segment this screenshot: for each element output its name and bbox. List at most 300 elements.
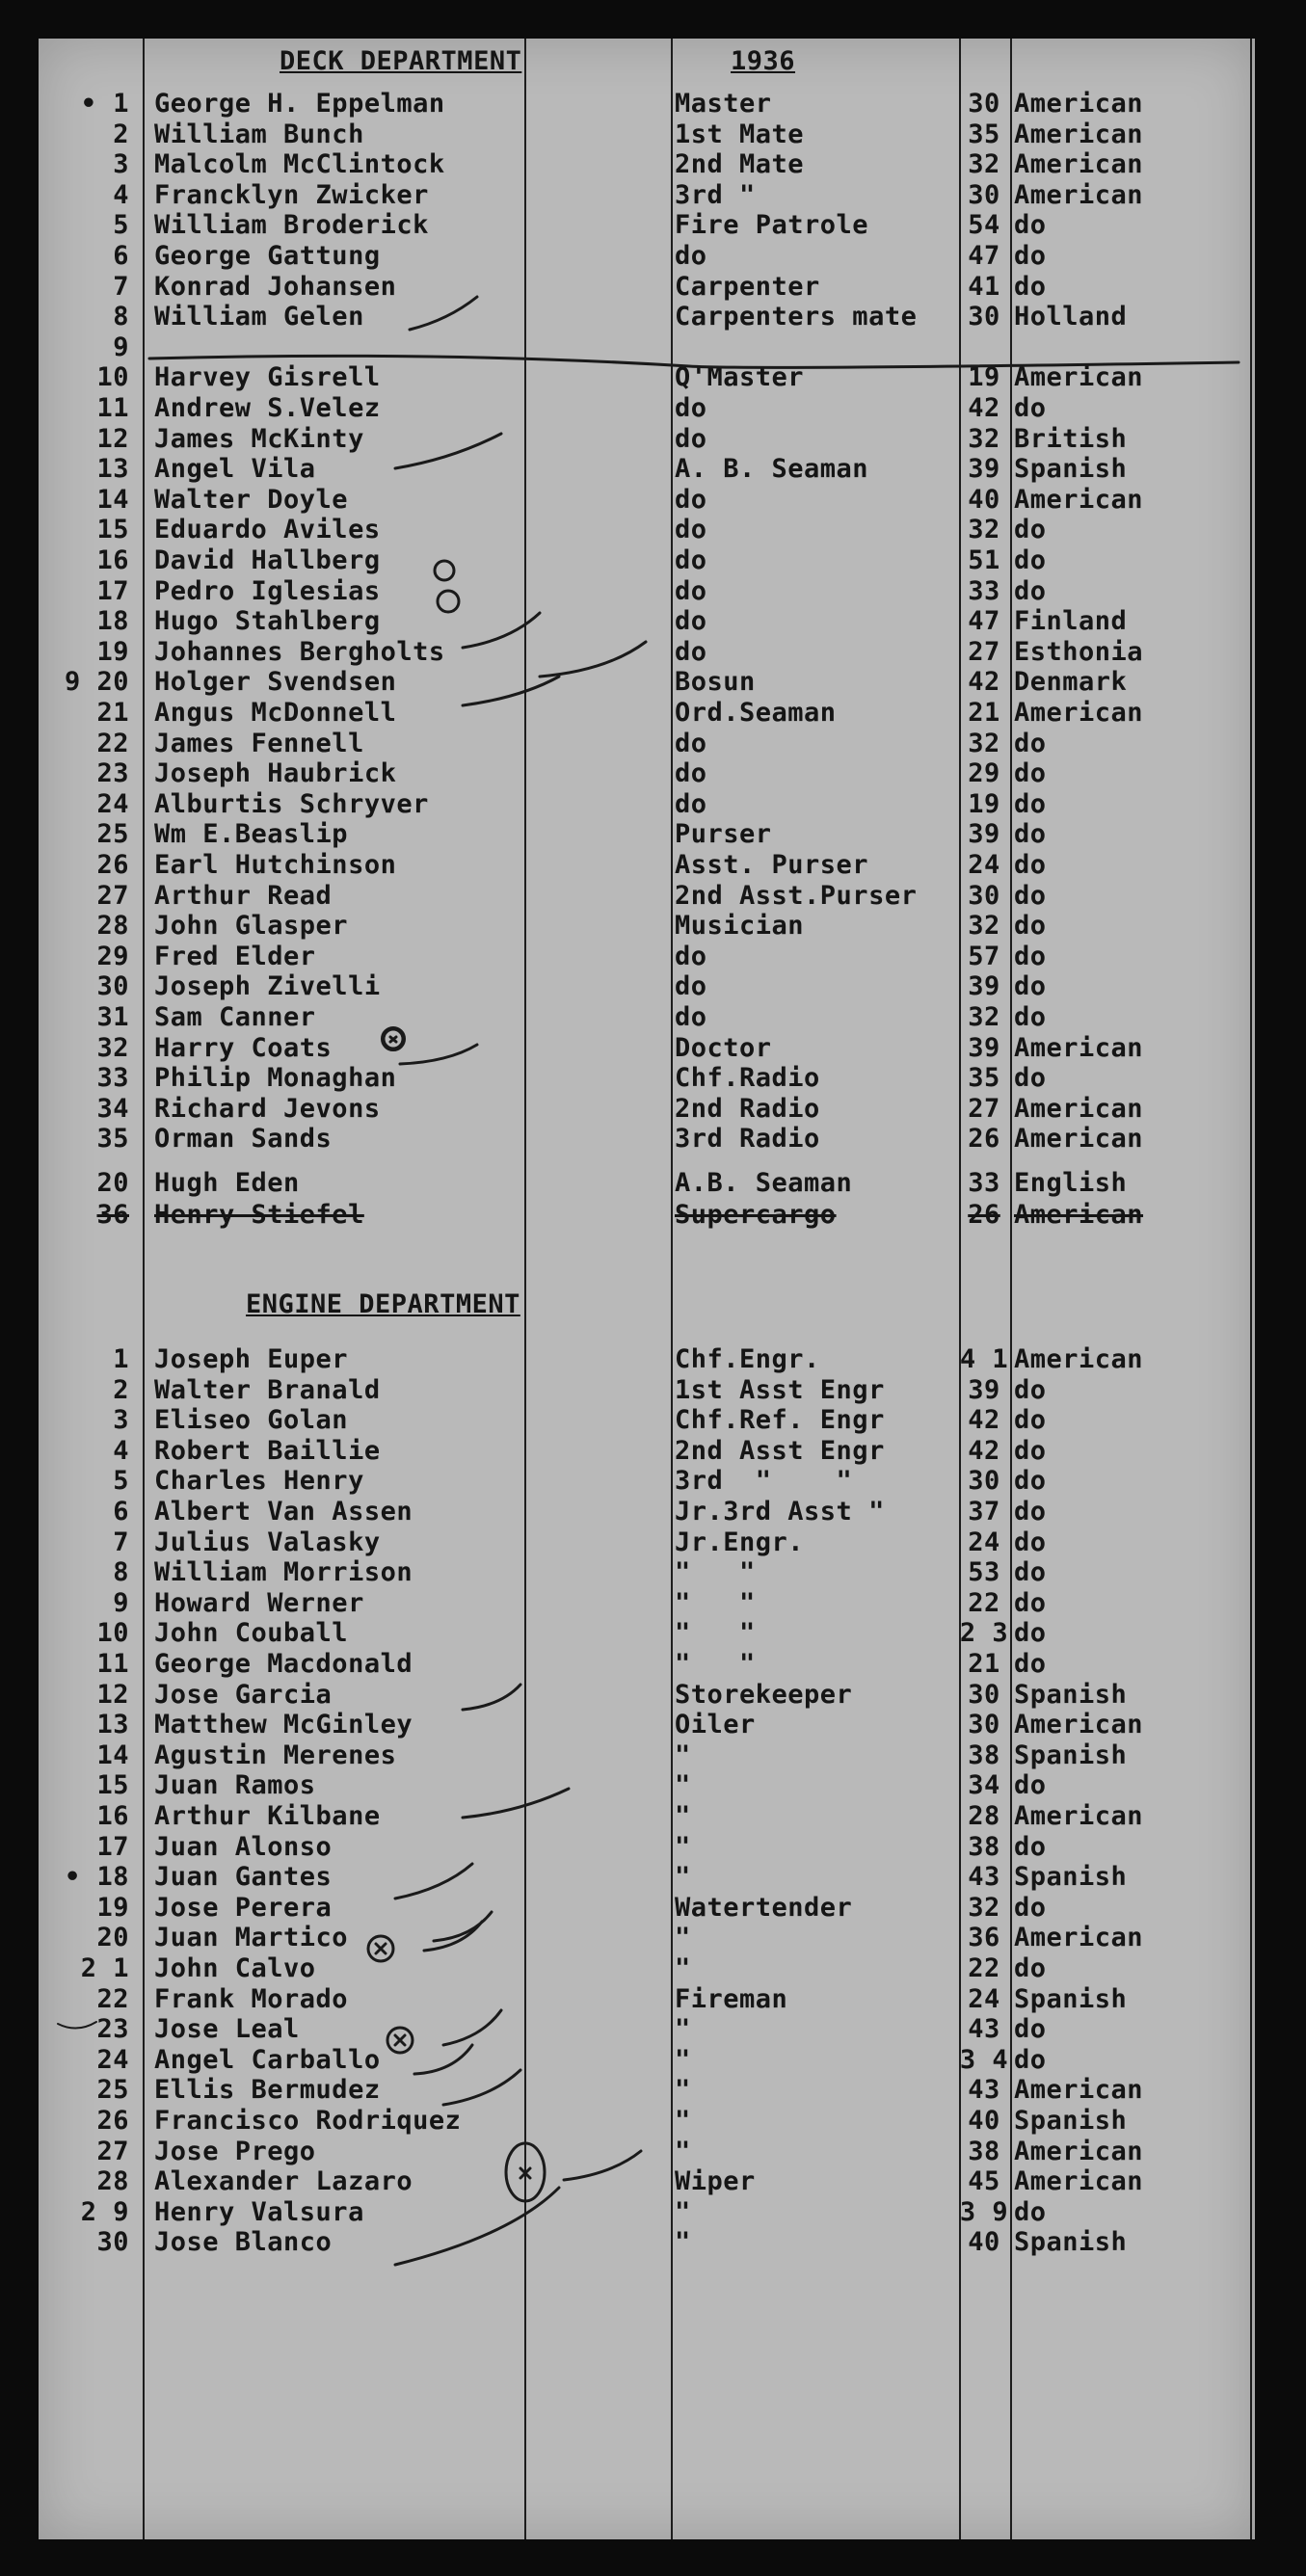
row-number: 32 [96, 1032, 129, 1063]
crew-name: Julius Valasky [154, 1527, 381, 1557]
row-number: 20 [96, 1923, 129, 1953]
crew-name: James Fennell [154, 728, 364, 758]
crew-age: 32 [968, 911, 1000, 942]
crew-name: Francklyn Zwicker [154, 179, 429, 210]
crew-name: Agustin Merenes [154, 1739, 397, 1770]
row-number: 30 [96, 971, 129, 1002]
crew-rating: " " [675, 1587, 756, 1618]
crew-rating: Jr.Engr. [675, 1527, 805, 1557]
crew-age: 30 [968, 302, 1000, 332]
crew-age: 32 [968, 728, 1000, 758]
crew-age: 3 4 [959, 2044, 1009, 2075]
crew-nationality: American [1014, 362, 1144, 393]
row-number: 24 [96, 788, 129, 819]
crew-name: Angel Carballo [154, 2044, 381, 2075]
crew-name: Jose Perera [154, 1892, 333, 1923]
crew-age: 47 [968, 241, 1000, 271]
crew-nationality: do [1014, 2044, 1047, 2075]
crew-nationality: Spanish [1014, 2106, 1128, 2136]
crew-rating: Fireman [675, 1983, 788, 2014]
crew-age: 32 [968, 1002, 1000, 1032]
row-number: 26 [96, 850, 129, 880]
crew-rating: Watertender [675, 1892, 853, 1923]
crew-age: 34 [968, 1770, 1000, 1801]
crew-age: 28 [968, 1801, 1000, 1831]
row-number: 4 [113, 1435, 129, 1466]
crew-rating: Purser [675, 819, 772, 850]
crew-name: George Gattung [154, 241, 381, 271]
crew-name: Francisco Rodriquez [154, 2106, 462, 2136]
row-number: 22 [96, 728, 129, 758]
crew-rating: " [675, 1770, 691, 1801]
crew-rating: do [675, 758, 707, 789]
crew-age: 30 [968, 1679, 1000, 1710]
row-number: 31 [96, 1002, 129, 1032]
row-number: 15 [96, 1770, 129, 1801]
crew-rating: " [675, 2196, 691, 2227]
row-number: 23 [96, 758, 129, 789]
column-rule-age [1010, 39, 1012, 2539]
row-number: 28 [96, 2166, 129, 2197]
crew-rating: do [675, 941, 707, 971]
crew-rating: do [675, 393, 707, 423]
crew-rating: " [675, 1862, 691, 1893]
crew-nationality: do [1014, 1953, 1047, 1983]
row-number: 21 [96, 698, 129, 728]
crew-rating: 3rd " " [675, 1466, 853, 1497]
crew-nationality: American [1014, 1093, 1144, 1124]
crew-age: 30 [968, 89, 1000, 119]
crew-name: Henry Valsura [154, 2196, 364, 2227]
crew-nationality: Spanish [1014, 1739, 1128, 1770]
crew-rating: Doctor [675, 1032, 772, 1063]
crew-name: Angel Vila [154, 454, 316, 485]
crew-age: 42 [968, 667, 1000, 698]
engine-department-heading: ENGINE DEPARTMENT [246, 1289, 520, 1319]
crew-rating: " [675, 2227, 691, 2258]
crew-age: 27 [968, 636, 1000, 667]
crew-name: Joseph Euper [154, 1344, 349, 1374]
row-number: 24 [96, 2044, 129, 2075]
row-number: 4 [113, 179, 129, 210]
row-number: 8 [113, 1557, 129, 1588]
crew-name: Jose Garcia [154, 1679, 333, 1710]
row-number: • 18 [64, 1862, 129, 1893]
row-number: 1 [113, 1344, 129, 1374]
crew-rating: " " [675, 1557, 756, 1588]
crew-rating: 2nd Asst.Purser [675, 880, 918, 911]
crew-age: 22 [968, 1953, 1000, 1983]
row-number: 6 [113, 1497, 129, 1527]
crew-rating: do [675, 545, 707, 575]
crew-age: 21 [968, 698, 1000, 728]
crew-nationality: do [1014, 1405, 1047, 1436]
crew-age: 2 3 [959, 1618, 1009, 1649]
crew-age: 54 [968, 210, 1000, 241]
crew-rating: " " [675, 1618, 756, 1649]
column-rule-number [143, 39, 145, 2539]
row-number: 30 [96, 2227, 129, 2258]
crew-name: Pedro Iglesias [154, 575, 381, 606]
crew-age: 39 [968, 454, 1000, 485]
crew-nationality: American [1014, 1200, 1144, 1230]
row-number: 7 [113, 1527, 129, 1557]
crew-rating: 2nd Mate [675, 149, 805, 180]
crew-nationality: do [1014, 2196, 1047, 2227]
crew-age: 39 [968, 819, 1000, 850]
crew-name: Matthew McGinley [154, 1710, 413, 1740]
crew-name: Joseph Zivelli [154, 971, 381, 1002]
crew-age: 42 [968, 1405, 1000, 1436]
row-number: 13 [96, 454, 129, 485]
year-heading: 1936 [731, 46, 796, 76]
crew-age: 22 [968, 1587, 1000, 1618]
checkmark-icon [540, 642, 646, 677]
crew-rating: " [675, 2136, 691, 2166]
row-number: 35 [96, 1124, 129, 1155]
crew-rating: do [675, 728, 707, 758]
crew-name: John Couball [154, 1618, 349, 1649]
row-number: 19 [96, 1892, 129, 1923]
crew-rating: do [675, 788, 707, 819]
crew-name: Charles Henry [154, 1466, 364, 1497]
crew-name: Arthur Read [154, 880, 333, 911]
crew-nationality: American [1014, 484, 1144, 515]
crew-name: Wm E.Beaslip [154, 819, 349, 850]
row-number: 8 [113, 302, 129, 332]
crew-age: 3 9 [959, 2196, 1009, 2227]
crew-nationality: do [1014, 393, 1047, 423]
crew-age: 32 [968, 515, 1000, 545]
crew-name: Arthur Kilbane [154, 1801, 381, 1831]
row-number: 10 [96, 362, 129, 393]
crew-rating: 2nd Radio [675, 1093, 820, 1124]
crew-rating: " [675, 2106, 691, 2136]
crew-rating: do [675, 423, 707, 454]
row-number: 7 [113, 271, 129, 302]
crew-name: Harry Coats [154, 1032, 333, 1063]
crew-nationality: do [1014, 880, 1047, 911]
crew-nationality: do [1014, 2014, 1047, 2045]
crew-nationality: American [1014, 89, 1144, 119]
checkmark-icon [564, 2151, 641, 2180]
crew-age: 43 [968, 1862, 1000, 1893]
crew-age: 21 [968, 1649, 1000, 1679]
row-number: 9 [113, 332, 129, 362]
crew-age: 42 [968, 393, 1000, 423]
crew-nationality: Spanish [1014, 1983, 1128, 2014]
crew-name: William Broderick [154, 210, 429, 241]
crew-age: 37 [968, 1497, 1000, 1527]
row-number: 14 [96, 1739, 129, 1770]
crew-age: 38 [968, 2136, 1000, 2166]
crew-age: 51 [968, 545, 1000, 575]
crew-name: Andrew S.Velez [154, 393, 381, 423]
crew-nationality: do [1014, 1649, 1047, 1679]
crew-name: William Gelen [154, 302, 364, 332]
crew-nationality: do [1014, 971, 1047, 1002]
crew-name: Richard Jevons [154, 1093, 381, 1124]
crew-rating: " [675, 1953, 691, 1983]
crew-nationality: do [1014, 1557, 1047, 1588]
crew-nationality: do [1014, 1831, 1047, 1862]
row-number: 26 [96, 2106, 129, 2136]
crew-name: Holger Svendsen [154, 667, 397, 698]
crew-name: John Calvo [154, 1953, 316, 1983]
crew-name: Eliseo Golan [154, 1405, 349, 1436]
crew-name: Juan Gantes [154, 1862, 333, 1893]
crew-nationality: Spanish [1014, 454, 1128, 485]
crew-age: 39 [968, 1032, 1000, 1063]
crew-rating: " [675, 1739, 691, 1770]
crew-age: 43 [968, 2075, 1000, 2106]
crew-nationality: American [1014, 179, 1144, 210]
crew-name: George Macdonald [154, 1649, 413, 1679]
crew-list-sheet [39, 39, 1255, 2539]
crew-rating: Asst. Purser [675, 850, 869, 880]
crew-nationality: British [1014, 423, 1128, 454]
crew-nationality: American [1014, 1801, 1144, 1831]
crew-rating: Ord.Seaman [675, 698, 837, 728]
crew-age: 36 [968, 1923, 1000, 1953]
crew-rating: A. B. Seaman [675, 454, 869, 485]
crew-name: David Hallberg [154, 545, 381, 575]
crew-age: 45 [968, 2166, 1000, 2197]
crew-nationality: do [1014, 1063, 1047, 1094]
deck-department-heading: DECK DEPARTMENT [280, 46, 522, 76]
crew-nationality: do [1014, 850, 1047, 880]
row-number: 22 [96, 1983, 129, 2014]
crew-age: 24 [968, 850, 1000, 880]
crew-name: Angus McDonnell [154, 698, 397, 728]
crew-age: 29 [968, 758, 1000, 789]
crew-rating: Wiper [675, 2166, 756, 2197]
row-number: 9 [113, 1587, 129, 1618]
crew-name: Fred Elder [154, 941, 316, 971]
crew-nationality: American [1014, 1710, 1144, 1740]
crew-name: William Morrison [154, 1557, 413, 1588]
crew-name: George H. Eppelman [154, 89, 445, 119]
crew-nationality: American [1014, 119, 1144, 149]
crew-name: Henry Stiefel [154, 1200, 364, 1230]
row-number: 27 [96, 2136, 129, 2166]
crew-rating: do [675, 241, 707, 271]
crew-nationality: American [1014, 149, 1144, 180]
crew-nationality: do [1014, 1435, 1047, 1466]
crew-rating: Supercargo [675, 1200, 837, 1230]
crew-nationality: English [1014, 1168, 1128, 1198]
crew-rating: " [675, 1801, 691, 1831]
crew-name: Eduardo Aviles [154, 515, 381, 545]
crew-name: Alexander Lazaro [154, 2166, 413, 2197]
crew-age: 30 [968, 179, 1000, 210]
crew-age: 32 [968, 149, 1000, 180]
crew-rating: Chf.Engr. [675, 1344, 820, 1374]
crew-rating: do [675, 575, 707, 606]
crew-age: 39 [968, 971, 1000, 1002]
row-number: 14 [96, 484, 129, 515]
crew-nationality: do [1014, 1497, 1047, 1527]
crew-nationality: do [1014, 241, 1047, 271]
row-number: 3 [113, 1405, 129, 1436]
crew-rating: 3rd Radio [675, 1124, 820, 1155]
crew-rating: " [675, 2075, 691, 2106]
row-number: 2 9 [80, 2196, 129, 2227]
crew-age: 42 [968, 1435, 1000, 1466]
crew-name: William Bunch [154, 119, 364, 149]
crew-nationality: do [1014, 1466, 1047, 1497]
row-number: 29 [96, 941, 129, 971]
crew-age: 38 [968, 1739, 1000, 1770]
crew-nationality: do [1014, 758, 1047, 789]
crew-nationality: American [1014, 2075, 1144, 2106]
crew-rating: 1st Mate [675, 119, 805, 149]
crew-age: 26 [968, 1124, 1000, 1155]
crew-rating: Jr.3rd Asst " [675, 1497, 885, 1527]
crew-rating: do [675, 515, 707, 545]
crew-nationality: American [1014, 2136, 1144, 2166]
row-number: 16 [96, 545, 129, 575]
crew-name: Juan Ramos [154, 1770, 316, 1801]
crew-name: Johannes Bergholts [154, 636, 445, 667]
row-number: 36 [96, 1200, 129, 1230]
crew-age: 53 [968, 1557, 1000, 1588]
crew-nationality: American [1014, 2166, 1144, 2197]
crew-age: 33 [968, 575, 1000, 606]
row-number: 3 [113, 149, 129, 180]
crew-age: 32 [968, 423, 1000, 454]
crew-nationality: do [1014, 1002, 1047, 1032]
crew-name: Harvey Gisrell [154, 362, 381, 393]
crew-name: Alburtis Schryver [154, 788, 429, 819]
crew-nationality: do [1014, 941, 1047, 971]
crew-age: 30 [968, 1710, 1000, 1740]
crew-nationality: American [1014, 1032, 1144, 1063]
crew-nationality: Spanish [1014, 1862, 1128, 1893]
crew-age: 39 [968, 1374, 1000, 1405]
crew-nationality: Spanish [1014, 2227, 1128, 2258]
crew-nationality: Esthonia [1014, 636, 1144, 667]
row-number: 12 [96, 1679, 129, 1710]
row-number: 18 [96, 606, 129, 637]
crew-nationality: do [1014, 1618, 1047, 1649]
crew-name: Orman Sands [154, 1124, 333, 1155]
row-number: 34 [96, 1093, 129, 1124]
crew-rating: " [675, 1923, 691, 1953]
crew-name: Earl Hutchinson [154, 850, 397, 880]
crew-nationality: American [1014, 1344, 1144, 1374]
crew-nationality: American [1014, 698, 1144, 728]
row-number: 28 [96, 911, 129, 942]
row-number: 15 [96, 515, 129, 545]
crew-rating: " [675, 1831, 691, 1862]
crew-nationality: do [1014, 911, 1047, 942]
row-number: 17 [96, 1831, 129, 1862]
crew-nationality: do [1014, 1892, 1047, 1923]
row-number: 16 [96, 1801, 129, 1831]
row-number: 9 20 [64, 667, 129, 698]
crew-name: James McKinty [154, 423, 364, 454]
column-rule-right-edge [1250, 39, 1252, 2539]
crew-name: Juan Alonso [154, 1831, 333, 1862]
crew-age: 33 [968, 1168, 1000, 1198]
row-number: 17 [96, 575, 129, 606]
row-number: 11 [96, 393, 129, 423]
crew-nationality: do [1014, 1770, 1047, 1801]
row-number: 5 [113, 1466, 129, 1497]
crew-name: Frank Morado [154, 1983, 349, 2014]
crew-nationality: Spanish [1014, 1679, 1128, 1710]
crew-age: 40 [968, 2106, 1000, 2136]
crew-nationality: Denmark [1014, 667, 1128, 698]
crew-name: Howard Werner [154, 1587, 364, 1618]
crew-rating: Musician [675, 911, 805, 942]
crew-age: 32 [968, 1892, 1000, 1923]
crew-rating: do [675, 484, 707, 515]
crew-name: Robert Baillie [154, 1435, 381, 1466]
crew-nationality: do [1014, 210, 1047, 241]
column-rule-blank [671, 39, 673, 2539]
row-number: 12 [96, 423, 129, 454]
crew-rating: Master [675, 89, 772, 119]
row-number: 2 [113, 119, 129, 149]
crew-nationality: do [1014, 1587, 1047, 1618]
crew-rating: " " [675, 1649, 756, 1679]
row-number: 2 [113, 1374, 129, 1405]
crew-name: Philip Monaghan [154, 1063, 397, 1094]
crew-age: 57 [968, 941, 1000, 971]
crew-name: Albert Van Assen [154, 1497, 413, 1527]
crew-name: Hugh Eden [154, 1168, 300, 1198]
column-rule-name [524, 39, 526, 2539]
crew-rating: 2nd Asst Engr [675, 1435, 885, 1466]
crew-name: Walter Branald [154, 1374, 381, 1405]
crew-name: Ellis Bermudez [154, 2075, 381, 2106]
crew-rating: 3rd " [675, 179, 756, 210]
row-number: 11 [96, 1649, 129, 1679]
crew-name: Hugo Stahlberg [154, 606, 381, 637]
crew-rating: 1st Asst Engr [675, 1374, 885, 1405]
crew-rating: Chf.Ref. Engr [675, 1405, 885, 1436]
row-number: 10 [96, 1618, 129, 1649]
crew-rating: Carpenters mate [675, 302, 918, 332]
crew-nationality: do [1014, 545, 1047, 575]
crew-nationality: American [1014, 1124, 1144, 1155]
row-number: 6 [113, 241, 129, 271]
crew-name: Jose Prego [154, 2136, 316, 2166]
crew-age: 40 [968, 484, 1000, 515]
row-number: 19 [96, 636, 129, 667]
crew-nationality: American [1014, 1923, 1144, 1953]
crew-age: 19 [968, 788, 1000, 819]
row-number: 27 [96, 880, 129, 911]
crew-age: 30 [968, 880, 1000, 911]
crew-age: 4 1 [959, 1344, 1009, 1374]
row-number: 5 [113, 210, 129, 241]
crew-rating: Storekeeper [675, 1679, 853, 1710]
crew-nationality: do [1014, 271, 1047, 302]
row-number: 25 [96, 819, 129, 850]
crew-age: 43 [968, 2014, 1000, 2045]
row-number: 13 [96, 1710, 129, 1740]
crew-nationality: Finland [1014, 606, 1128, 637]
row-number: 2 1 [80, 1953, 129, 1983]
crew-rating: Q'Master [675, 362, 805, 393]
crew-age: 35 [968, 119, 1000, 149]
crew-nationality: Holland [1014, 302, 1128, 332]
crew-name: Jose Blanco [154, 2227, 333, 2258]
row-number: • 1 [80, 89, 129, 119]
